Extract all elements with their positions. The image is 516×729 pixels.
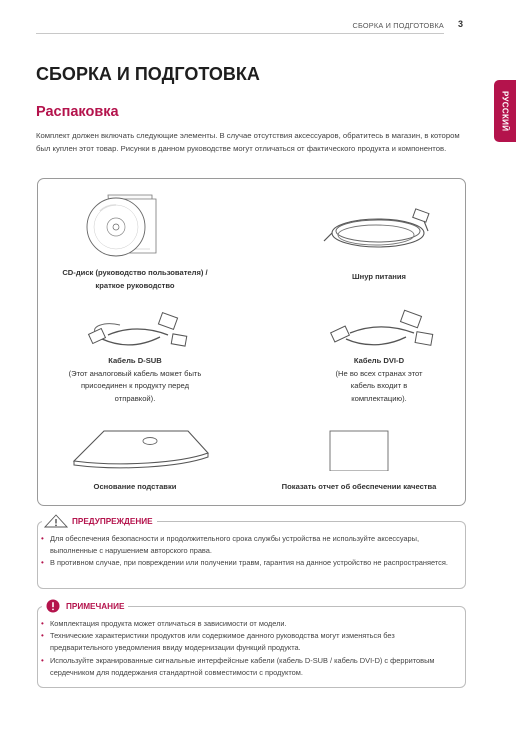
exclamation-icon <box>44 599 62 613</box>
power-cord-icon <box>304 197 454 259</box>
language-tab <box>494 80 516 142</box>
language-tab-label: РУССКИЙ <box>500 90 510 132</box>
item-power-cord-label: Шнур питания <box>352 272 406 281</box>
dvi-cable-icon <box>304 307 454 351</box>
dsub-cable-icon <box>60 307 210 351</box>
page-title: СБОРКА И ПОДГОТОВКА <box>36 64 260 84</box>
item-dvi-label: Кабель DVI-D <box>353 356 405 365</box>
section-subtitle: Распаковка <box>36 104 119 120</box>
note-title-text: ПРИМЕЧАНИЕ <box>66 601 125 611</box>
item-quality-report-label: Показать отчет об обеспечении качества <box>281 482 437 491</box>
warning-item: • В противном случае, при повреждении или получении травм, гарантия на данное устройство не распространяется. <box>38 557 448 569</box>
warning-item: • Для обеспечения безопасности и продолжительного срока службы устройства не используйте аксессуары, выполненные с нарушением авторского права. <box>38 533 448 557</box>
package-contents-box <box>37 178 466 506</box>
note-item: • Технические характеристики продуктов или содержимое данного руководства могут изменяться без предварительного уведомления ввиду модернизации функций продукта. <box>38 630 454 654</box>
item-stand-base <box>60 423 210 494</box>
header-rule <box>36 33 444 34</box>
note-title <box>42 599 128 613</box>
quality-report-icon <box>254 423 464 471</box>
warning-triangle-icon <box>44 514 68 528</box>
item-quality-report <box>254 423 464 494</box>
intro-paragraph: Комплект должен включать следующие элементы. В случае отсутствия аксессуаров, обратитесь в магазин, в котором был куплен этот товар. Рисунки в данном руководстве могут отличаться от фактического продукта и компонентов. <box>36 131 460 153</box>
note-item: • Используйте экранированные сигнальные интерфейсные кабели (кабель D-SUB / кабель DVI-D) с ферритовым сердечником для поддержания стандартной совместимости с продуктом. <box>38 655 454 679</box>
item-dsub-cable <box>60 307 210 405</box>
note-box <box>37 601 466 688</box>
item-power-cord <box>304 197 454 284</box>
warning-title <box>42 514 157 528</box>
item-cd-label: CD-диск (руководство пользователя) / краткое руководство <box>62 268 208 290</box>
stand-base-icon <box>60 423 210 471</box>
item-dvi-note: (Не во всех странах этот кабель входит в комплектацию). <box>335 368 423 403</box>
item-dvi-cable <box>304 307 454 405</box>
running-header-section: СБОРКА И ПОДГОТОВКА <box>352 21 444 30</box>
warning-box <box>37 516 466 589</box>
cd-disc-icon <box>60 189 210 261</box>
page-number: 3 <box>458 19 464 29</box>
item-stand-base-label: Основание подставки <box>93 482 177 491</box>
item-dsub-note: (Этот аналоговый кабель может быть присоединен к продукту перед отправкой). <box>68 368 202 403</box>
item-dsub-label: Кабель D-SUB <box>108 356 162 365</box>
item-cd <box>60 189 210 292</box>
warning-title-text: ПРЕДУПРЕЖДЕНИЕ <box>72 516 153 526</box>
note-item: • Комплектация продукта может отличаться в зависимости от модели. <box>38 618 454 630</box>
